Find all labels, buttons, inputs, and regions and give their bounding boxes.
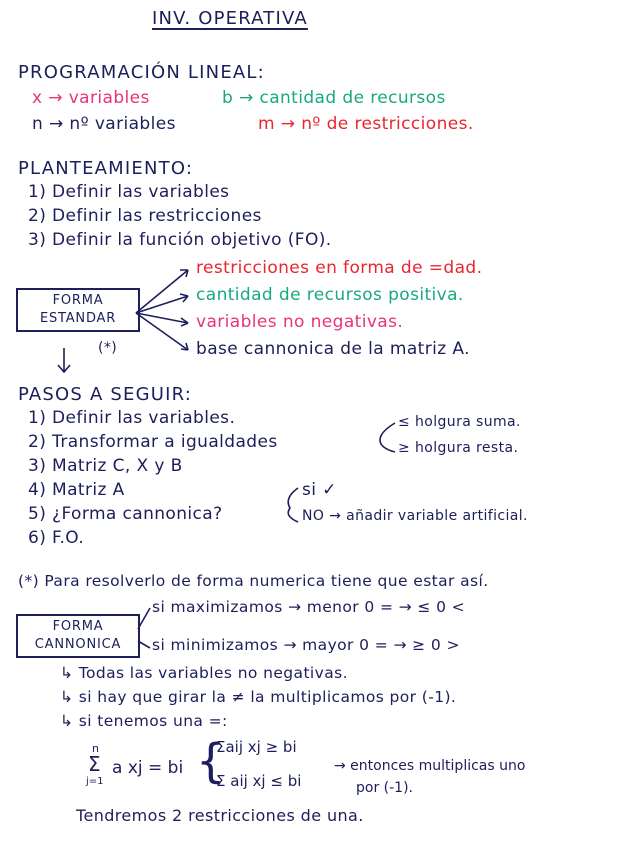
planteamiento-step-1: 1) Definir las variables [28,182,230,202]
estandar-item-recursos: cantidad de recursos positiva. [196,285,464,305]
sum-lower-limit: j=1 [86,776,104,787]
footnote-mark: (*) [98,340,118,356]
pasos-step-2: 2) Transformar a igualdades [28,432,278,452]
x-definition: x → variables [32,88,150,108]
pasos-step-4: 4) Matriz A [28,480,125,500]
b-definition: b → cantidad de recursos [222,88,446,108]
cases-brace: { [196,734,226,788]
holgura-resta: ≥ holgura resta. [398,440,519,456]
pasos-step-3: 3) Matriz C, X y B [28,456,183,476]
planteamiento-heading: PLANTEAMIENTO: [18,158,194,179]
forma-cannonica-box [16,614,140,658]
case-less: Σ aij xj ≤ bi [216,772,302,790]
forma-cannonica-si: si ✓ [302,480,337,500]
holgura-suma: ≤ holgura suma. [398,414,521,430]
sum-upper-limit: n [92,742,99,755]
pasos-step-1: 1) Definir las variables. [28,408,236,428]
forma-cannonica-no: NO → añadir variable artificial. [302,508,528,524]
estandar-item-restricciones: restricciones en forma de =dad. [196,258,483,278]
forma-cannonica-line1: FORMA [52,619,104,634]
entonces-text-1: → entonces multiplicas uno [334,758,526,774]
sum-sign: Σ [88,752,101,776]
n-definition: n → nº variables [32,114,176,134]
cannonica-bullet-1: ↳ Todas las variables no negativas. [60,664,348,682]
conclusion-text: Tendremos 2 restricciones de una. [76,806,364,825]
case-greater: Σaij xj ≥ bi [216,738,297,756]
estandar-item-variables: variables no negativas. [196,312,404,332]
cannonica-bullet-3: ↳ si tenemos una =: [60,712,228,730]
si-minimizamos: si minimizamos → mayor 0 = → ≥ 0 > [152,636,460,654]
footnote-text: (*) Para resolverlo de forma numerica tiene que estar así. [18,572,489,590]
si-maximizamos: si maximizamos → menor 0 = → ≤ 0 < [152,598,466,616]
entonces-text-2: por (-1). [356,780,413,796]
m-definition: m → nº de restricciones. [258,114,474,134]
pasos-step-5: 5) ¿Forma cannonica? [28,504,223,524]
estandar-item-base: base cannonica de la matriz A. [196,339,470,359]
pasos-heading: PASOS A SEGUIR: [18,384,193,405]
sum-expression: a xj = bi [112,758,184,778]
pasos-step-6: 6) F.O. [28,528,85,548]
cannonica-bullet-2: ↳ si hay que girar la ≠ la multiplicamos por (-1). [60,688,457,706]
forma-cannonica-line2: CANNONICA [34,637,122,652]
page-title: INV. OPERATIVA [152,8,308,29]
planteamiento-step-3: 3) Definir la función objetivo (FO). [28,230,332,250]
forma-estandar-line2: ESTANDAR [39,311,117,326]
planteamiento-step-2: 2) Definir las restricciones [28,206,262,226]
prog-lineal-heading: PROGRAMACIÓN LINEAL: [18,62,265,83]
forma-estandar-box [16,288,140,332]
forma-estandar-line1: FORMA [52,293,104,308]
